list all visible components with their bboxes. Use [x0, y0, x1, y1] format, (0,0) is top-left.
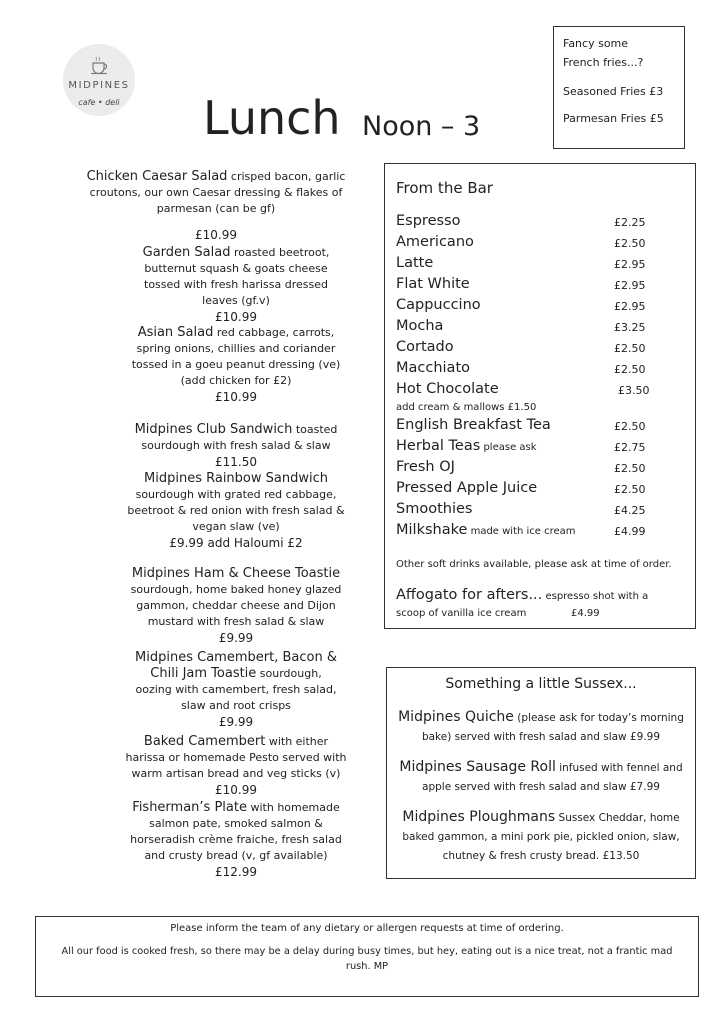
menu-item-camembert-toastie [106, 650, 366, 730]
affogato-desc: espresso shot with a [542, 591, 649, 602]
soft-drinks-note: Other soft drinks available, please ask at time of order. [396, 559, 672, 570]
item-name: Midpines Ham & Cheese Toastie [131, 566, 341, 581]
bar-item-price: £3.25 [614, 321, 646, 334]
logo-subtitle: cafe • deli [78, 98, 120, 107]
sussex-item-sausage-roll [386, 758, 696, 797]
item-price: £10.99 [215, 783, 257, 797]
fries-box [553, 26, 685, 149]
bar-item-note: made with ice cream [467, 526, 576, 537]
bar-item-price: £2.25 [614, 216, 646, 229]
bar-item [396, 276, 656, 296]
bar-item [396, 417, 656, 437]
item-desc: with either [265, 735, 329, 748]
item-desc: parmesan (can be gf) [156, 202, 276, 215]
item-desc: (add chicken for £2) [180, 374, 292, 387]
item-price: £9.99 [218, 631, 254, 645]
sussex-item-desc: (please ask for today’s morning [513, 712, 684, 724]
menu-item-baked-camembert [106, 734, 366, 798]
item-price: £12.99 [215, 865, 257, 879]
bar-item [396, 501, 656, 521]
item-name: Midpines Camembert, Bacon & [135, 650, 337, 665]
item-desc: warm artisan bread and veg sticks (v) [131, 767, 341, 780]
item-desc: red cabbage, carrots, [213, 326, 335, 339]
bar-item [396, 522, 656, 542]
sussex-item-desc: Sussex Cheddar, home [555, 812, 680, 824]
item-desc: oozing with camembert, fresh salad, [135, 683, 337, 696]
bar-item-name: Macchiato [396, 360, 471, 376]
menu-item-fishermans-plate [106, 800, 366, 880]
bar-item-name: Pressed Apple Juice [396, 480, 538, 496]
footer-line-2: All our food is cooked fresh, so there may be a delay during busy times, but hey, eating out is a nice treat, not a frantic mad [61, 946, 673, 957]
affogato-desc-2: scoop of vanilla ice cream [396, 608, 527, 619]
item-name: Chicken Caesar Salad [86, 169, 228, 184]
item-desc: horseradish crème fraiche, fresh salad [130, 833, 342, 846]
bar-item-price: £2.95 [614, 300, 646, 313]
footer-line-3: rush. MP [345, 961, 389, 972]
item-desc: sourdough, [256, 667, 322, 680]
bar-item-name: Herbal Teas [396, 438, 481, 454]
bar-item-name: Smoothies [396, 501, 473, 517]
item-name: Midpines Rainbow Sandwich [144, 471, 328, 486]
bar-item-name: Hot Chocolate [396, 381, 499, 397]
item-name: Fisherman’s Plate [132, 800, 247, 815]
sussex-item-desc: bake) served with fresh salad and slaw £9.99 [421, 731, 661, 743]
bar-item-price: £2.50 [614, 420, 646, 433]
item-price: £9.99 add Haloumi £2 [169, 536, 303, 550]
bar-item-name: Fresh OJ [396, 459, 455, 475]
affogato-name: Affogato for afters... [396, 587, 543, 603]
bar-item-price: £4.25 [614, 504, 646, 517]
bar-item-price: £4.99 [614, 525, 646, 538]
item-price: £11.50 [215, 455, 257, 469]
page-hours: Noon – 3 [362, 111, 481, 142]
bar-item-price: £2.50 [614, 363, 646, 376]
sussex-item-name: Midpines Sausage Roll [399, 759, 556, 775]
item-desc: butternut squash & goats cheese [144, 262, 328, 275]
bar-item [396, 297, 656, 317]
item-desc: vegan slaw (ve) [192, 520, 280, 533]
bar-item-name: Espresso [396, 213, 461, 229]
fries-intro-2: French fries...? [563, 56, 644, 69]
sussex-item-desc: baked gammon, a mini pork pie, pickled onion, slaw, [402, 831, 680, 843]
bar-item-name: Cortado [396, 339, 454, 355]
bar-item [396, 339, 656, 359]
item-desc: leaves (gf.v) [202, 294, 270, 307]
item-desc: toasted [292, 423, 338, 436]
sussex-item-desc: infused with fennel and [555, 762, 683, 774]
item-desc: mustard with fresh salad & slaw [147, 615, 325, 628]
item-desc: spring onions, chillies and coriander [136, 342, 336, 355]
item-name: Garden Salad [142, 245, 231, 260]
bar-item-name: Latte [396, 255, 434, 271]
item-price: £10.99 [215, 390, 257, 404]
bar-item-price: £2.75 [614, 441, 646, 454]
item-desc: slaw and root crisps [181, 699, 291, 712]
sussex-item-ploughmans [386, 808, 696, 866]
bar-item-price: £2.50 [614, 237, 646, 250]
logo [63, 44, 135, 116]
sussex-item-desc: apple served with fresh salad and slaw £7.99 [422, 781, 660, 793]
sussex-item-name: Midpines Quiche [398, 709, 514, 725]
item-desc: sourdough with fresh salad & slaw [141, 439, 331, 452]
item-price: £10.99 [215, 310, 257, 324]
affogato-price: £4.99 [571, 608, 600, 619]
bar-item-price: £2.95 [614, 279, 646, 292]
bar-title: From the Bar [396, 179, 493, 197]
bar-item-price: £2.50 [614, 462, 646, 475]
item-desc: sourdough, home baked honey glazed [130, 583, 342, 596]
item-desc: tossed in a goeu peanut dressing (ve) [131, 358, 341, 371]
bar-item-note: please ask [480, 442, 537, 453]
sussex-item-quiche [386, 708, 696, 747]
menu-item-rainbow-sandwich [106, 471, 366, 551]
item-desc: crisped bacon, garlic [227, 170, 346, 183]
bar-item-name: Flat White [396, 276, 470, 292]
bar-item-name: English Breakfast Tea [396, 417, 551, 433]
page-title: Lunch [203, 91, 341, 145]
bar-item [396, 381, 656, 401]
item-name: Asian Salad [137, 325, 214, 340]
fries-item: Seasoned Fries £3 [563, 85, 664, 98]
item-name: Midpines Club Sandwich [134, 422, 293, 437]
item-price: £10.99 [195, 228, 237, 242]
bar-item [396, 234, 656, 254]
bar-item-price: £3.50 [618, 384, 650, 397]
sussex-item-desc: chutney & fresh crusty bread. £13.50 [442, 850, 640, 862]
item-name: Baked Camembert [143, 734, 266, 749]
bar-item [396, 255, 656, 275]
item-name-2: Chili Jam Toastie [150, 666, 257, 681]
bar-item-name: Milkshake [396, 522, 468, 538]
footer-line-1: Please inform the team of any dietary or allergen requests at time of ordering. [170, 923, 564, 934]
affogato [396, 584, 690, 604]
fries-item: Parmesan Fries £5 [563, 112, 664, 125]
menu-item-club-sandwich [106, 422, 366, 470]
coffee-cup-icon [89, 54, 111, 76]
bar-item [396, 438, 656, 458]
item-price: £9.99 [218, 715, 254, 729]
bar-note: add cream & mallows £1.50 [396, 402, 537, 413]
item-desc: harissa or homemade Pesto served with [125, 751, 347, 764]
bar-item [396, 459, 656, 479]
item-desc: with homemade [246, 801, 340, 814]
item-desc: roasted beetroot, [230, 246, 330, 259]
bar-item-price: £2.95 [614, 258, 646, 271]
bar-item-price: £2.50 [614, 342, 646, 355]
sussex-title: Something a little Sussex... [445, 676, 637, 692]
bar-item-name: Americano [396, 234, 474, 250]
menu-item-asian-salad [106, 325, 366, 405]
logo-name: MIDPINES [68, 80, 130, 91]
menu-item-ham-cheese-toastie [106, 566, 366, 646]
item-desc: salmon pate, smoked salmon & [149, 817, 323, 830]
bar-item [396, 213, 656, 233]
item-desc: gammon, cheddar cheese and Dijon [136, 599, 336, 612]
sussex-item-name: Midpines Ploughmans [402, 809, 556, 825]
bar-item [396, 318, 656, 338]
item-desc: croutons, our own Caesar dressing & flakes of [89, 186, 343, 199]
item-desc: and crusty bread (v, gf available) [144, 849, 328, 862]
fries-intro-1: Fancy some [563, 37, 629, 50]
menu-item-chicken-caesar [86, 169, 346, 243]
bar-item-name: Mocha [396, 318, 444, 334]
bar-item [396, 360, 656, 380]
menu-item-garden-salad [106, 245, 366, 325]
item-desc: beetroot & red onion with fresh salad & [127, 504, 345, 517]
bar-item [396, 480, 656, 500]
item-desc: sourdough with grated red cabbage, [135, 488, 337, 501]
bar-item-price: £2.50 [614, 483, 646, 496]
bar-item-name: Cappuccino [396, 297, 481, 313]
item-desc: tossed with fresh harissa dressed [144, 278, 328, 291]
